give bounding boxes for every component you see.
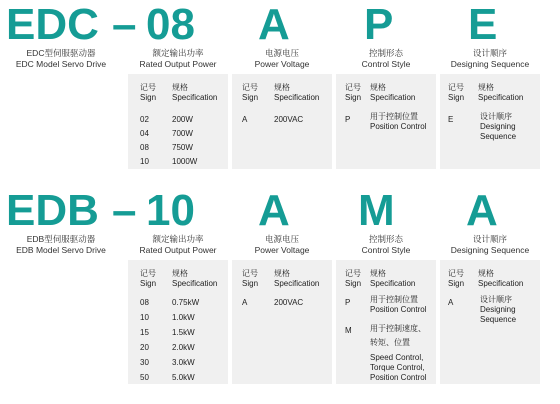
table-cell-sign: 02 (140, 115, 149, 124)
table-cell-sign: 20 (140, 343, 149, 352)
table-header-spec: 规格 Specification (370, 269, 416, 288)
control-caption-en: Control Style (361, 245, 411, 255)
table-cell-spec: 200W (172, 115, 193, 124)
model-code: EDC (6, 0, 99, 49)
model-caption-en: EDB Model Servo Drive (16, 245, 106, 255)
model-caption (6, 234, 116, 256)
voltage-caption-cn: 电源电压 (264, 234, 299, 244)
table-cell-spec: 700W (172, 129, 193, 138)
table-header-sign: 记号 Sign (345, 83, 362, 102)
power-code: 08 (146, 0, 195, 49)
table-cell-sign: A (242, 115, 248, 124)
table-cell-sign: 10 (140, 313, 149, 322)
table-header-spec: 规格 Specification (172, 83, 218, 102)
table-cell-spec-en: Position Control (370, 122, 427, 131)
power-caption (128, 48, 228, 70)
table-header-sign: 记号 Sign (140, 83, 157, 102)
voltage-code: A (258, 0, 290, 49)
table-header-sign: 记号 Sign (242, 269, 259, 288)
table-cell-sign: A (448, 298, 454, 307)
table-cell-spec: 750W (172, 143, 193, 152)
sequence-code: A (466, 186, 498, 235)
sequence-code: E (468, 0, 498, 49)
table-cell-spec-en: Position Control (370, 305, 427, 314)
table-cell-spec-cn: 用于控制位置 (370, 295, 418, 304)
control-spec-table (336, 260, 436, 384)
model-caption-cn: EDC型伺服驱动器 (26, 48, 96, 58)
table-cell-spec-en: Designing Sequence (480, 305, 517, 324)
voltage-caption (232, 234, 332, 256)
table-header-sign: 记号 Sign (242, 83, 259, 102)
power-caption-en: Rated Output Power (139, 59, 217, 69)
table-cell-spec: 1.0kW (172, 313, 195, 322)
power-spec-table (128, 260, 228, 384)
table-cell-sign: 10 (140, 157, 149, 166)
voltage-spec-table (232, 260, 332, 384)
table-cell-sign: A (242, 298, 248, 307)
power-code: 10 (146, 186, 195, 235)
table-cell-spec: 1.5kW (172, 328, 195, 337)
table-header-sign: 记号 Sign (345, 269, 362, 288)
code-dash: – (112, 0, 137, 49)
control-spec-table (336, 74, 436, 169)
table-header-sign: 记号 Sign (140, 269, 157, 288)
table-cell-sign: M (345, 326, 352, 335)
table-cell-spec: 0.75kW (172, 298, 200, 307)
table-cell-sign: P (345, 298, 351, 307)
voltage-spec-table (232, 74, 332, 169)
control-caption-cn: 控制形态 (368, 48, 403, 58)
code-dash: – (112, 186, 137, 235)
table-cell-spec-cn: 用于控制位置 (370, 112, 418, 121)
table-cell-sign: 08 (140, 143, 149, 152)
table-cell-spec-en: Designing Sequence (480, 122, 517, 141)
table-cell-spec: 1000W (172, 157, 198, 166)
table-cell-spec-cn: 用于控制速度、 (370, 324, 426, 333)
table-cell-sign: P (345, 115, 351, 124)
table-cell-spec: 5.0kW (172, 373, 195, 382)
control-caption (336, 234, 436, 256)
voltage-caption-en: Power Voltage (254, 59, 310, 69)
table-cell-spec: 200VAC (274, 298, 304, 307)
table-cell-sign: 15 (140, 328, 149, 337)
power-caption (128, 234, 228, 256)
table-header-spec: 规格 Specification (478, 83, 524, 102)
sequence-spec-table (440, 260, 540, 384)
table-cell-spec-cn: 设计顺序 (480, 112, 512, 121)
table-cell-spec-cn: 设计顺序 (480, 295, 512, 304)
control-caption (336, 48, 436, 70)
model-caption-en: EDC Model Servo Drive (15, 59, 107, 69)
power-caption-cn: 额定输出功率 (152, 234, 204, 244)
control-code: P (364, 0, 394, 49)
table-cell-spec: 2.0kW (172, 343, 195, 352)
table-cell-spec-cn: 转矩、位置 (370, 338, 410, 347)
table-header-sign: 记号 Sign (448, 83, 465, 102)
table-cell-sign: 08 (140, 298, 149, 307)
model-code: EDB (6, 186, 99, 235)
table-cell-spec-en: Speed Control, Torque Control, Position Control (370, 353, 427, 382)
table-cell-sign: E (448, 115, 454, 124)
voltage-caption-en: Power Voltage (254, 245, 310, 255)
power-spec-table (128, 74, 228, 169)
control-code: M (358, 186, 395, 235)
sequence-caption (438, 234, 542, 256)
table-header-spec: 规格 Specification (370, 83, 416, 102)
model-caption-cn: EDB型伺服驱动器 (26, 234, 96, 244)
control-caption-en: Control Style (361, 59, 411, 69)
power-caption-cn: 额定输出功率 (152, 48, 204, 58)
table-cell-sign: 30 (140, 358, 149, 367)
table-header-spec: 规格 Specification (274, 83, 320, 102)
table-header-spec: 规格 Specification (478, 269, 524, 288)
table-header-sign: 记号 Sign (448, 269, 465, 288)
control-caption-cn: 控制形态 (368, 234, 403, 244)
table-cell-spec: 3.0kW (172, 358, 195, 367)
voltage-caption-cn: 电源电压 (264, 48, 299, 58)
sequence-caption-cn: 设计顺序 (472, 234, 507, 244)
table-header-spec: 规格 Specification (274, 269, 320, 288)
sequence-spec-table (440, 74, 540, 169)
voltage-code: A (258, 186, 290, 235)
sequence-caption-en: Designing Sequence (450, 245, 530, 255)
sequence-caption-en: Designing Sequence (450, 59, 530, 69)
sequence-caption-cn: 设计顺序 (472, 48, 507, 58)
table-cell-spec: 200VAC (274, 115, 304, 124)
power-caption-en: Rated Output Power (139, 245, 217, 255)
sequence-caption (438, 48, 542, 70)
table-header-spec: 规格 Specification (172, 269, 218, 288)
table-cell-sign: 04 (140, 129, 149, 138)
voltage-caption (232, 48, 332, 70)
model-caption (6, 48, 116, 70)
table-cell-sign: 50 (140, 373, 149, 382)
